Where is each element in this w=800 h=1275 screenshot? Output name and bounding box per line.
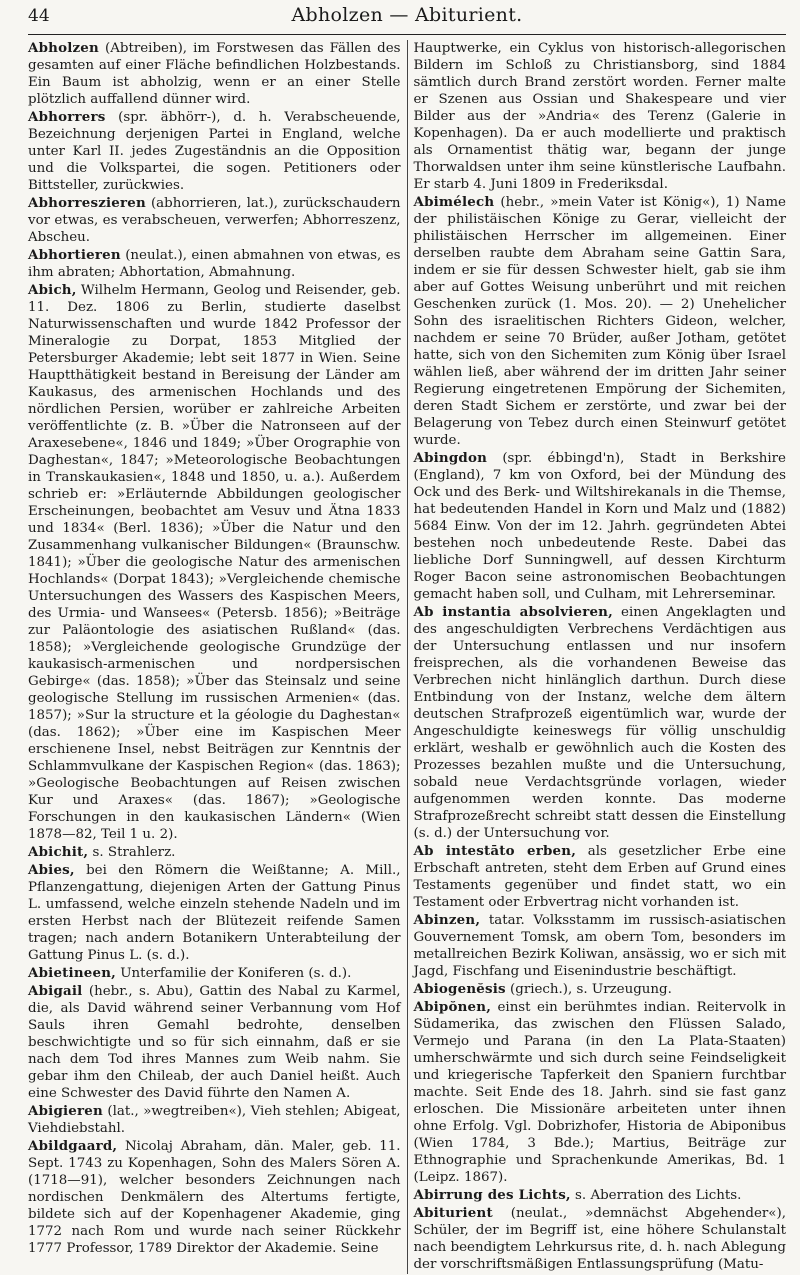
entry-text: als gesetzlicher Erbe eine Erbschaft antreten, steht dem Erben auf Grund eines Testaments gegenüber und findet statt, wo ein Testament oder Erbvertrag nicht vorhanden ist. (413, 844, 786, 910)
entry-text: Nicolaj Abraham, dän. Maler, geb. 11. Sept. 1743 zu Kopenhagen, Sohn des Malers Sören A. (1718—91), welcher besonders Zeichnungen nach nordischen Denkmälern des Altertums fertigte, bildete sich auf der Kopenhagener Akademie, ging 1772 nach Rom und wurde nach seiner Rückkehr 1777 Professor, 1789 Direktor der Akademie. Seine (28, 1139, 401, 1256)
entry-headword: Abiogenĕsis (413, 981, 506, 997)
dictionary-entry (413, 1205, 786, 1273)
entry-text: (griech.), s. Urzeugung. (505, 982, 672, 997)
page-number: 44 (28, 6, 50, 26)
dictionary-entry (413, 981, 786, 998)
entry-headword: Abiturient (413, 1205, 493, 1221)
entry-headword: Abirrung des Lichts, (413, 1187, 571, 1203)
column-divider (407, 40, 408, 1274)
entry-headword: Abholzen (28, 40, 99, 56)
entry-headword: Abingdon (413, 450, 488, 466)
entry-text: (abhorrieren, lat.), zurückschaudern vor etwas, es verabscheuen, verwerfen; Abhorreszenz, Abscheu. (28, 196, 401, 245)
entry-text: Unterfamilie der Koniferen (s. d.). (116, 966, 352, 981)
entry-headword: Abildgaard, (28, 1138, 118, 1154)
entry-headword: Abich, (28, 282, 77, 298)
entry-text: Wilhelm Hermann, Geolog und Reisender, geb. 11. Dez. 1806 zu Berlin, studierte daselbst Naturwissenschaften und wurde 1842 Professor der Mineralogie zu Dorpat, 1853 Mitglied der Petersburger Akademie; lebt seit 1877 in Wien. Seine Hauptthätigkeit bestand in Bereisung der Länder am Kaukasus, des armenischen Hochlands und des nördlichen Persien, worüber er zahlreiche Arbeiten veröffentlichte (z. B. »Über die Natronseen auf der Araxesebene«, 1846 und 1849; »Über Orographie von Daghestan«, 1847; »Meteorologische Beobachtungen in Transkaukasien«, 1848 und 1850, u. a.). Außerdem schrieb er: »Erläuternde Abbildungen geologischer Erscheinungen, beobachtet am Vesuv und Ätna 1833 und 1834« (Berl. 1836); »Über die Natur und den Zusammenhang vulkanischer Bildungen« (Braunschw. 1841); »Über die geologische Natur des armenischen Hochlands« (Dorpat 1843); »Vergleichende chemische Untersuchungen des Wassers des Kaspischen Meers, des Urmia- und Wansees« (Petersb. 1856); »Beiträge zur Paläontologie des asiatischen Rußland« (das. 1858); »Vergleichende geologische Grundzüge der kaukasisch-armenischen und nordpersischen Gebirge« (das. 1858); »Über das Steinsalz und seine geologische Stellung im russischen Armenien« (das. 1857); »Sur la structure et la géologie du Daghestan« (das. 1862); »Über eine im Kaspischen Meer erschienene Insel, nebst Beiträgen zur Kenntnis der Schlammvulkane der Kaspischen Region« (das. 1863); »Geologische Beobachtungen auf Reisen zwischen Kur und Araxes« (das. 1867); »Geologische Forschungen in den kaukasischen Ländern« (Wien 1878—82, Teil 1 u. 2). (28, 283, 401, 842)
dictionary-entry (28, 109, 401, 194)
dictionary-entry (28, 844, 401, 861)
entry-headword: Abies, (28, 862, 75, 878)
dictionary-entry (28, 862, 401, 964)
dictionary-entry (28, 40, 401, 108)
dictionary-entry (28, 195, 401, 246)
running-head: Abholzen — Abiturient. (291, 4, 523, 26)
dictionary-entry (28, 282, 401, 843)
entry-headword: Abichit, (28, 844, 89, 860)
entry-headword: Ab instantia absolvieren, (413, 604, 613, 620)
entry-text: (Abtreiben), im Forstwesen das Fällen des gesamten auf einer Fläche befindlichen Holzbestands. Ein Baum ist abholzig, wenn er an einer Stelle plötzlich auffallend dünner wird. (28, 41, 401, 107)
dictionary-entry (28, 983, 401, 1102)
dictionary-entry (413, 604, 786, 842)
entry-headword: Abhortieren (28, 247, 121, 263)
entry-headword: Abimélech (413, 194, 495, 210)
dictionary-entry (28, 1103, 401, 1137)
continued-text: Hauptwerke, ein Cyklus von historisch-allegorischen Bildern im Schloß zu Christiansborg, sind 1884 sämtlich durch Brand zerstört worden. Ferner malte er Szenen aus Ossian und Shakespeare und vier Bilder aus der »Andria« des Terenz (Galerie in Kopenhagen). Da er auch modellierte und praktisch als Ornamentist thätig war, begann der junge Thorwaldsen unter ihm seine künstlerische Laufbahn. Er starb 4. Juni 1809 in Frederiksdal. (413, 41, 786, 192)
dictionary-entry (413, 450, 786, 603)
entry-text: s. Aberration des Lichts. (570, 1188, 742, 1203)
entry-text: (neulat.), einen abmahnen von etwas, es ihm abraten; Abhortation, Abmahnung. (28, 248, 401, 280)
entry-text: (spr. äbhörr-), d. h. Verabscheuende, Bezeichnung derjenigen Partei in England, welche unter Karl II. jedes Zugeständnis an die Opposition und die Volkspartei, die sogen. Petitioners oder Bittsteller, zurückwies. (28, 110, 401, 193)
entry-headword: Abhorreszieren (28, 195, 146, 211)
entry-text: (spr. ébbingd'n), Stadt in Berkshire (England), 7 km von Oxford, bei der Mündung des Ock und des Berk- und Wiltshirekanals in die Themse, hat bedeutenden Handel in Korn und Malz und (1882) 5684 Einw. Von der im 12. Jahrh. gegründeten Abtei bestehen noch unbedeutende Reste. Dabei das liebliche Dorf Sunningwell, auf dessen Kirchturm Roger Bacon seine astronomischen Beobachtungen gemacht haben soll, und Culham, mit Lehrerseminar. (413, 451, 786, 602)
entry-headword: Abipŏnen, (413, 999, 492, 1015)
entry-text: einst ein berühmtes indian. Reitervolk in Südamerika, das zwischen den Flüssen Salado, Vermejo und Parana (in den La Plata-Staaten) umherschwärmte und sich durch seine Feindseligkeit und kriegerische Tapferkeit den Spaniern furchtbar machte. Seit Ende des 18. Jahrh. sind sie fast ganz erloschen. Die Missionäre arbeiteten unter ihnen ohne Erfolg. Vgl. Dobrizhofer, Historia de Abiponibus (Wien 1784, 3 Bde.); Martius, Beiträge zur Ethnographie und Sprachenkunde Amerikas, Bd. 1 (Leipz. 1867). (413, 1000, 786, 1185)
right-column (413, 40, 786, 1274)
entry-text: bei den Römern die Weißtanne; A. Mill., Pflanzengattung, diejenigen Arten der Gattung Pinus L. umfassend, welche einzeln stehende Nadeln und im ersten Herbst nach der Blütezeit reifende Samen tragen; nach andern Botanikern Unterabteilung der Gattung Pinus L. (s. d.). (28, 863, 401, 963)
page-header (28, 4, 786, 35)
entry-headword: Abigieren (28, 1103, 103, 1119)
dictionary-entry (413, 1187, 786, 1204)
entry-text: s. Strahlerz. (88, 845, 176, 860)
dictionary-entry (413, 999, 786, 1186)
dictionary-entry (28, 247, 401, 281)
entry-text: (lat., »wegtreiben«), Vieh stehlen; Abigeat, Viehdiebstahl. (28, 1104, 401, 1136)
left-column (28, 40, 401, 1274)
entry-headword: Abigail (28, 983, 83, 999)
entry-text: tatar. Volksstamm im russisch-asiatischen Gouvernement Tomsk, am obern Tom, besonders im metallreichen Bezirk Koliwan, ansässig, wo er sich mit Jagd, Fischfang und Eisenindustrie beschäftigt. (413, 913, 786, 979)
entry-text: (hebr., s. Abu), Gattin des Nabal zu Karmel, die, als David während seiner Verbannung vom Hof Sauls ihren Gemahl bedrohte, denselben beschwichtigte und so für sich einnahm, daß er sie nach dem Tod ihres Mannes zum Weib nahm. Sie gebar ihm den Chileab, der auch Daniel heißt. Auch eine Schwester des David führte den Namen A. (28, 984, 401, 1101)
dictionary-entry (28, 965, 401, 982)
entry-headword: Ab intestāto erben, (413, 843, 577, 859)
entry-headword: Abhorrers (28, 109, 106, 125)
entry-headword: Abietineen, (28, 965, 117, 981)
dictionary-entry (413, 843, 786, 911)
entry-text: einen Angeklagten und des angeschuldigten Verbrechens Verdächtigen aus der Untersuchung entlassen und nur insofern freisprechen, als die vorhandenen Beweise das Verbrechen nicht hinlänglich darthun. Durch diese Entbindung von der Instanz, welche dem ältern deutschen Strafprozeß eigentümlich war, wurde der Angeschuldigte keineswegs für völlig unschuldig erklärt, weshalb er gewöhnlich auch die Kosten des Prozesses bezahlen mußte und die Untersuchung, sobald neue Verdachtsgründe vorlagen, wieder aufgenommen werden konnte. Das moderne Strafprozeßrecht schreibt statt dessen die Einstellung (s. d.) der Untersuchung vor. (413, 605, 786, 841)
entry-text: (hebr., »mein Vater ist König«), 1) Name der philistäischen Könige zu Gerar, vielleicht der philistäischen Herrscher im allgemeinen. Einer derselben raubte dem Abraham seine Gattin Sara, indem er sie für dessen Schwester hielt, gab sie ihm aber auf Gottes Weisung unberührt und mit reichen Geschenken zurück (1. Mos. 20). — 2) Unehelicher Sohn des israelitischen Richters Gideon, welcher, nachdem er seine 70 Brüder, außer Jotham, getötet hatte, sich von den Sichemiten zum König über Israel wählen ließ, aber während der im dritten Jahr seiner Regierung eingetretenen Empörung der Sichemiten, deren Stadt Sichem er zerstörte, und zwar bei der Belagerung von Tebez durch einen Steinwurf getötet wurde. (413, 195, 786, 448)
text-columns (28, 40, 786, 1274)
entry-text: (neulat., »demnächst Abgehender«), Schüler, der im Begriff ist, eine höhere Schulanstalt nach beendigtem Lehrkursus rite, d. h. nach Ablegung der vorschriftsmäßigen Entlassungsprüfung (Matu- (413, 1206, 786, 1272)
entry-headword: Abinzen, (413, 912, 481, 928)
dictionary-entry (413, 912, 786, 980)
dictionary-entry (28, 1138, 401, 1257)
dictionary-entry (413, 194, 786, 449)
